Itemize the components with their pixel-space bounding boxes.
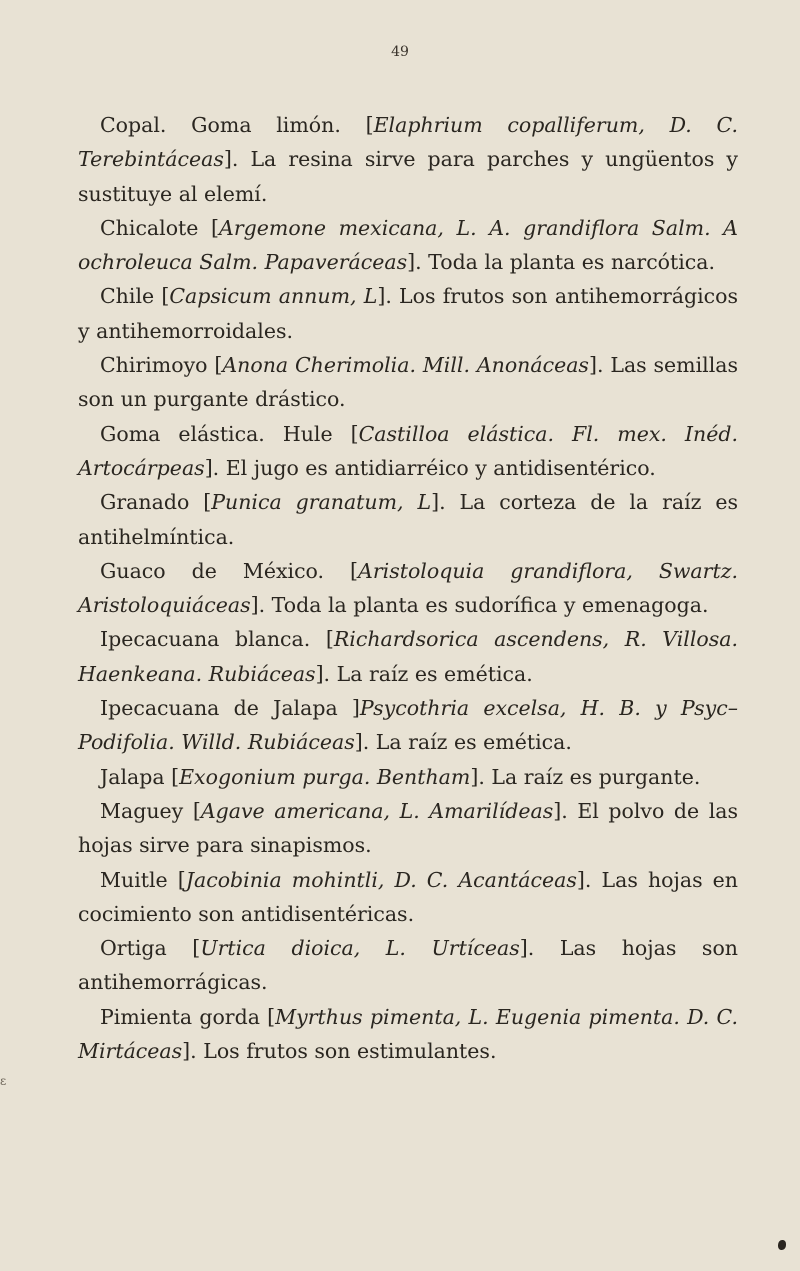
entry-name: Granado [100,490,190,515]
close-bracket: ]. [407,250,429,275]
open-bracket: [ [164,764,180,789]
entry-description: La raíz es emética. [336,661,533,686]
open-bracket: [ [332,421,359,446]
entry-name: Copal. Goma limón. [100,113,341,137]
entry-name: Ipecacuana de Jalapa [100,696,338,721]
entry-name: Jalapa [100,764,165,789]
entry-name: Chile [100,284,155,309]
open-bracket: [ [183,798,201,823]
close-bracket: ]. [250,593,272,618]
open-bracket: ] [337,696,360,721]
ink-spot [778,1240,786,1250]
entry-description: El polvo de las hojas sirve para sinapismos. [78,798,739,858]
scientific-name: Punica granatum, L [211,490,432,515]
page-number: 49 [391,44,409,60]
entry-name: Ortiga [100,936,167,961]
entry-ortiga [78,931,738,1000]
entry-pimienta-gorda [78,1000,738,1069]
entry-description: Toda la planta es narcótica. [428,250,716,275]
open-bracket: [ [259,1004,276,1029]
open-bracket: [ [340,113,374,137]
open-bracket: [ [198,215,220,240]
close-bracket: ]. [315,661,337,686]
scientific-name: Elaphrium copalliferum, D. C. Terebintáceas [78,113,739,172]
close-bracket: ]. [519,936,560,961]
entry-name: Maguey [100,798,184,823]
open-bracket: [ [310,627,334,652]
open-bracket: [ [324,558,359,583]
entry-description: Las hojas son antihemorrágicas. [78,936,738,995]
scientific-name: Urtica dioica, L. Urtíceas [200,936,520,961]
entry-maguey [78,794,738,863]
scientific-name: Agave americana, L. Amarilídeas [200,798,554,823]
entry-description: Las hojas en cocimiento son antidisentéricas. [78,867,739,926]
entry-description: Los frutos son antihemorrágicos y antihemorroidales. [78,284,738,343]
scientific-name: Exogonium purga. Bentham [179,764,471,789]
close-bracket: ]. [576,867,602,892]
entry-copal [78,108,738,211]
entry-goma-elastica [78,417,738,486]
scientific-name: Jacobinia mohintli, D. C. Acantáceas [185,867,577,892]
open-bracket: [ [166,936,201,961]
entry-chicalote [78,211,738,280]
entry-chirimoyo [78,348,738,417]
open-bracket: [ [154,284,170,309]
entry-description: La resina sirve para parches y ungüentos y sustituye al elemí. [78,147,738,206]
entry-list [78,108,738,1068]
entry-name: Chirimoyo [100,353,208,378]
entry-name: Chicalote [100,215,199,240]
entry-name: Ipecacuana blanca. [100,627,311,652]
entry-description: El jugo es antidiarréico y antidisentérico. [225,455,656,480]
close-bracket: ]. [204,455,226,480]
scientific-name: Myrthus pimenta, L. Eugenia pimenta. D. C. Mirtáceas [78,1004,738,1064]
scientific-name: Aristoloquia grandiflora, Swartz. Aristoloquiáceas [78,558,739,618]
entry-granado [78,485,738,554]
entry-muitle [78,863,738,932]
close-bracket: ]. [588,353,611,378]
open-bracket: [ [207,353,223,378]
entry-ipecacuana-jalapa [78,691,738,760]
entry-description: La corteza de la raíz es antihelmíntica. [78,490,739,549]
close-bracket: ]. [182,1039,204,1064]
open-bracket: [ [189,490,212,515]
entry-name: Pimienta gorda [100,1004,260,1029]
close-bracket: ]. [377,284,400,309]
entry-name: Muitle [100,867,168,892]
close-bracket: ]. [470,764,492,789]
entry-description: La raíz es emética. [375,730,572,755]
entry-chile [78,279,738,348]
scientific-name: Richardsorica ascendens, R. Villosa. Haenkeana. Rubiáceas [78,627,738,686]
scientific-name: Castilloa elástica. Fl. mex. Inéd. Artocárpeas [78,421,739,480]
scientific-name: Argemone mexicana, L. A. grandiflora Salm. A ochroleuca Salm. Papaveráceas [78,215,738,275]
close-bracket: ]. [223,147,251,172]
open-bracket: [ [167,867,186,892]
scientific-name: Capsicum annum, L [169,284,378,309]
close-bracket: ]. [431,490,460,515]
entry-description: La raíz es purgante. [491,764,701,789]
margin-mark: ε [0,1074,7,1088]
entry-description: Toda la planta es sudorífica y emenagoga. [271,593,709,618]
entry-jalapa [78,760,738,794]
entry-description: Las semillas son un purgante drástico. [78,353,739,412]
entry-name: Goma elástica. Hule [100,421,333,446]
close-bracket: ]. [354,730,376,755]
entry-guaco [78,554,738,623]
scientific-name: Anona Cherimolia. Mill. Anonáceas [222,353,589,378]
entry-description: Los frutos son estimulantes. [203,1039,497,1064]
entry-name: Guaco de México. [100,558,325,583]
close-bracket: ]. [553,798,578,823]
scientific-name: Psycothria excelsa, H. B. y Psyc–Podifolia. Willd. Rubiáceas [78,696,738,755]
entry-ipecacuana-blanca [78,622,738,691]
